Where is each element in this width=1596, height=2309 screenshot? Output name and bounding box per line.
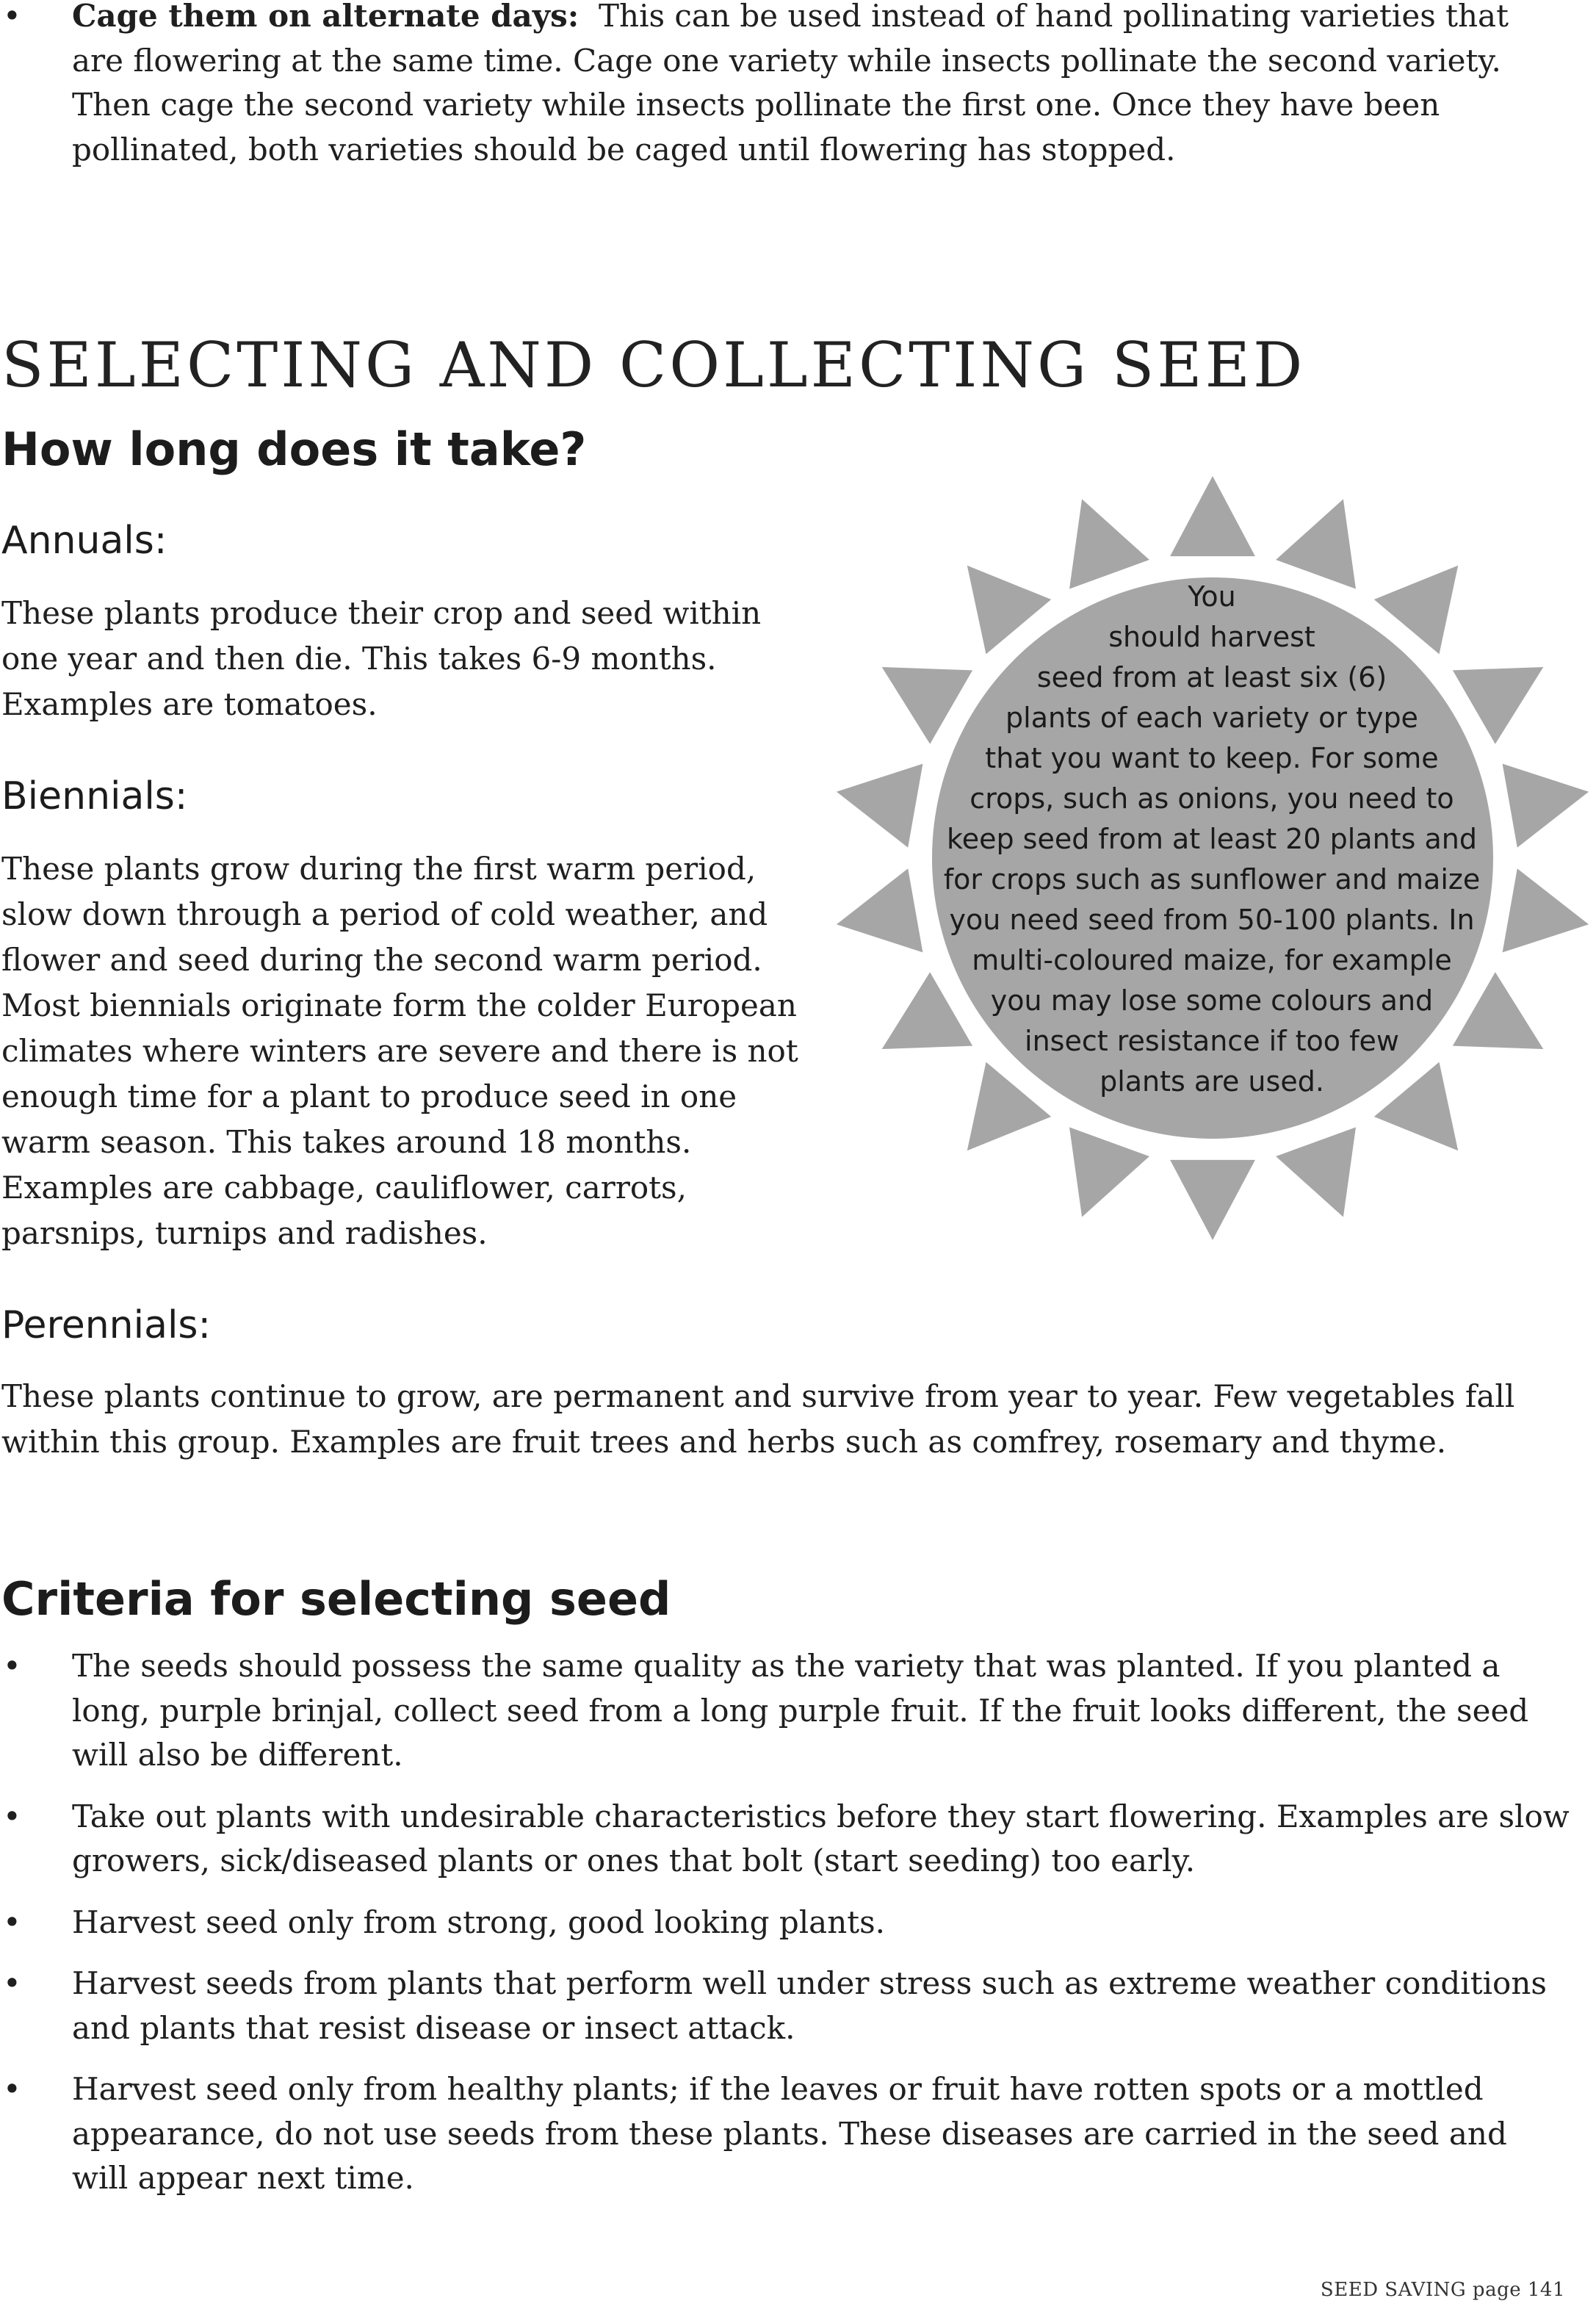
sun-ray [1170, 476, 1255, 556]
criteria-heading: Criteria for selecting seed [1, 1572, 671, 1626]
criteria-item [0, 1962, 1572, 2050]
sun-callout-line: should harvest [1108, 621, 1315, 653]
criteria-item-text: Harvest seed only from strong, good looking plants. [72, 1903, 886, 1940]
sun-callout-line: seed from at least six (6) [1036, 661, 1387, 694]
sun-callout-line: keep seed from at least 20 plants and [947, 823, 1477, 855]
bullet-symbol: • [3, 1648, 21, 1684]
sun-ray [1503, 868, 1589, 952]
annuals-heading: Annuals: [1, 519, 167, 563]
criteria-item [0, 2067, 1572, 2201]
perennials-heading: Perennials: [1, 1303, 212, 1347]
bullet-symbol: • [3, 1903, 21, 1940]
criteria-item-text: Harvest seeds from plants that perform well under stress such as extreme weather conditions and plants that resist disease or insect attack. [72, 1965, 1547, 2046]
sun-ray [1276, 499, 1356, 588]
page-footer: SEED SAVING page 141 [1320, 2279, 1565, 2301]
sun-callout-line: for crops such as sunflower and maize [943, 863, 1481, 896]
sun-callout-line: You [1188, 580, 1236, 613]
sun-ray [1069, 499, 1149, 588]
intro-bullet-lead: Cage them on alternate days: [72, 0, 579, 34]
criteria-item [0, 1901, 1572, 1945]
intro-bullet-item [0, 0, 1564, 172]
criteria-list [0, 1644, 1572, 2218]
section-title: SELECTING AND COLLECTING SEED [1, 329, 1306, 401]
sun-callout-line: you may lose some colours and [990, 984, 1434, 1017]
sun-ray [1503, 764, 1589, 848]
criteria-item [0, 1644, 1572, 1778]
sun-callout-line: that you want to keep. For some [985, 742, 1439, 774]
criteria-item-text: Harvest seed only from healthy plants; if the leaves or fruit have rotten spots or a mottled appearance, do not use seeds from these plants. These diseases are carried in the seed and will appear next time. [72, 2071, 1507, 2196]
sun-callout-line: insect resistance if too few [1025, 1025, 1399, 1057]
criteria-item-text: The seeds should possess the same quality as the variety that was planted. If you planted a long, purple brinjal, collect seed from a long purple fruit. If the fruit looks different, the seed will also be different. [72, 1648, 1529, 1773]
bullet-symbol: • [3, 1798, 21, 1834]
biennials-text: These plants grow during the first warm period, slow down through a period of cold weather, and flower and seed during the second warm period. Most biennials originate form the colder European climates where winters are severe and there is not enough time for a plant to produce seed in one warm season. This takes around 18 months. Examples are cabbage, cauliflower, carrots, parsnips, turnips and radishes. [1, 851, 798, 1251]
criteria-item [0, 1795, 1572, 1884]
intro-bullet-text: This can be used instead of hand pollinating varieties that are flowering at the same time. Cage one variety while insects pollinate the second variety. Then cage the second variety while insects pollinate the first one. Once they have been pollinated, both varieties should be caged until flowering has stopped. [72, 0, 1509, 167]
biennials-heading: Biennials: [1, 774, 188, 818]
sun-callout-line: you need seed from 50-100 plants. In [949, 904, 1475, 936]
sun-callout-line: crops, such as onions, you need to [969, 782, 1454, 815]
bullet-symbol: • [3, 1965, 21, 2001]
sun-callout-line: multi-coloured maize, for example [972, 944, 1452, 976]
sun-ray [1170, 1160, 1255, 1240]
sun-callout-line: plants are used. [1099, 1065, 1324, 1098]
sun-ray [837, 868, 923, 952]
bullet-symbol: • [3, 0, 21, 34]
sun-ray [1069, 1127, 1149, 1217]
intro-bullet-list [0, 0, 1564, 172]
sun-ray [1276, 1127, 1356, 1217]
how-long-heading: How long does it take? [1, 422, 587, 476]
criteria-item-text: Take out plants with undesirable characteristics before they start flowering. Examples are slow growers, sick/diseased plants or ones that bolt (start seeding) too early. [72, 1798, 1570, 1878]
sun-ray [837, 764, 923, 848]
annuals-text: These plants produce their crop and seed within one year and then die. This takes 6-9 months. Examples are tomatoes. [1, 595, 762, 722]
sun-callout-line: plants of each variety or type [1005, 702, 1418, 734]
bullet-symbol: • [3, 2071, 21, 2107]
perennials-text: These plants continue to grow, are permanent and survive from year to year. Few vegetables fall within this group. Examples are fruit trees and herbs such as comfrey, rosemary and thyme. [1, 1378, 1515, 1460]
sun-callout-text [933, 577, 1491, 1102]
